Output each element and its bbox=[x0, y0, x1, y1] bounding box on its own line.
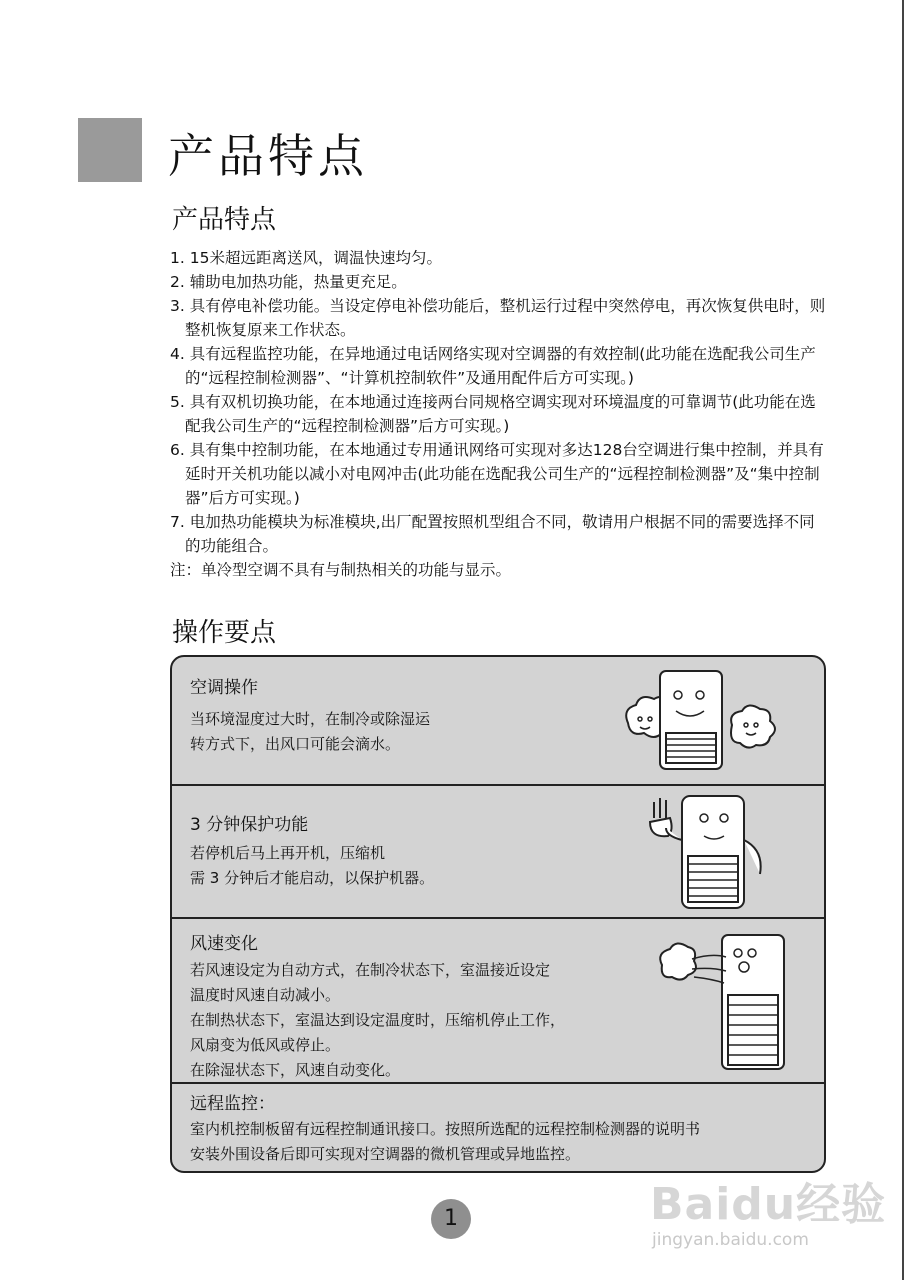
feature-item: 6. 具有集中控制功能，在本地通过专用通讯网络可实现对多达128台空调进行集中控制，并具有延时开关机功能以减小对电网冲击(此功能在选配我公司生产的“远程控制检测器”及“集中控制器”后方可实现。) bbox=[170, 441, 824, 507]
feature-item: 3. 具有停电补偿功能。当设定停电补偿功能后，整机运行过程中突然停电，再次恢复供电时，则整机恢复原来工作状态。 bbox=[170, 297, 826, 339]
operation-title: 3 分钟保护功能 bbox=[190, 815, 309, 835]
page-number: 1 bbox=[431, 1199, 471, 1239]
operation-title: 空调操作 bbox=[190, 678, 258, 698]
feature-item: 5. 具有双机切换功能，在本地通过连接两台同规格空调实现对环境温度的可靠调节(此功能在选配我公司生产的“远程控制检测器”后方可实现。) bbox=[170, 393, 816, 435]
operation-row-3min bbox=[172, 786, 824, 919]
ac-unit-with-clouds-icon bbox=[620, 663, 780, 777]
title-marker-block bbox=[78, 118, 142, 182]
ac-unit-hand-three-icon bbox=[642, 790, 772, 914]
operation-body: 室内机控制板留有远程控制通讯接口。按照所选配的远程控制检测器的说明书 安装外围设备后即可实现对空调器的微机管理或异地监控。 bbox=[190, 1120, 701, 1163]
feature-item: 7. 电加热功能模块为标准模块,出厂配置按照机型组合不同，敬请用户根据不同的需要选择不同的功能组合。 bbox=[170, 513, 815, 555]
page-title: 产品特点 bbox=[168, 129, 368, 183]
feature-item: 1. 15米超远距离送风，调温快速均匀。 bbox=[170, 249, 442, 267]
operation-body: 当环境湿度过大时，在制冷或除湿运 转方式下，出风口可能会滴水。 bbox=[190, 710, 431, 753]
operation-body: 若停机后马上再开机，压缩机 需 3 分钟后才能启动，以保护机器。 bbox=[190, 844, 435, 887]
operation-heading: 操作要点 bbox=[172, 618, 277, 648]
operation-row-ac bbox=[172, 657, 824, 786]
operation-body: 若风速设定为自动方式，在制冷状态下，室温接近设定 温度时风速自动减小。 在制热状态下，室温达到设定温度时，压缩机停止工作， 风扇变为低风或停止。 在除湿状态下，风速自动变化。 bbox=[190, 961, 566, 1079]
features-heading: 产品特点 bbox=[172, 205, 277, 235]
baidu-watermark bbox=[640, 1150, 890, 1270]
operation-title: 远程监控： bbox=[190, 1094, 275, 1114]
operation-title: 风速变化 bbox=[190, 934, 258, 954]
watermark-logo: Baidu经验 bbox=[650, 1179, 887, 1230]
operation-panel bbox=[170, 655, 826, 1173]
feature-item: 2. 辅助电加热功能，热量更充足。 bbox=[170, 273, 407, 291]
page-edge-border bbox=[902, 0, 904, 1280]
operation-row-fan-speed bbox=[172, 919, 824, 1084]
feature-item: 4. 具有远程监控功能，在异地通过电话网络实现对空调器的有效控制(此功能在选配我公司生产的“远程控制检测器”、“计算机控制软件”及通用配件后方可实现。) bbox=[170, 345, 816, 387]
feature-note: 注：单冷型空调不具有与制热相关的功能与显示。 bbox=[170, 561, 512, 579]
features-list bbox=[170, 246, 830, 582]
watermark-url: jingyan.baidu.com bbox=[652, 1230, 809, 1250]
ac-unit-blowing-wind-icon bbox=[656, 925, 796, 1075]
